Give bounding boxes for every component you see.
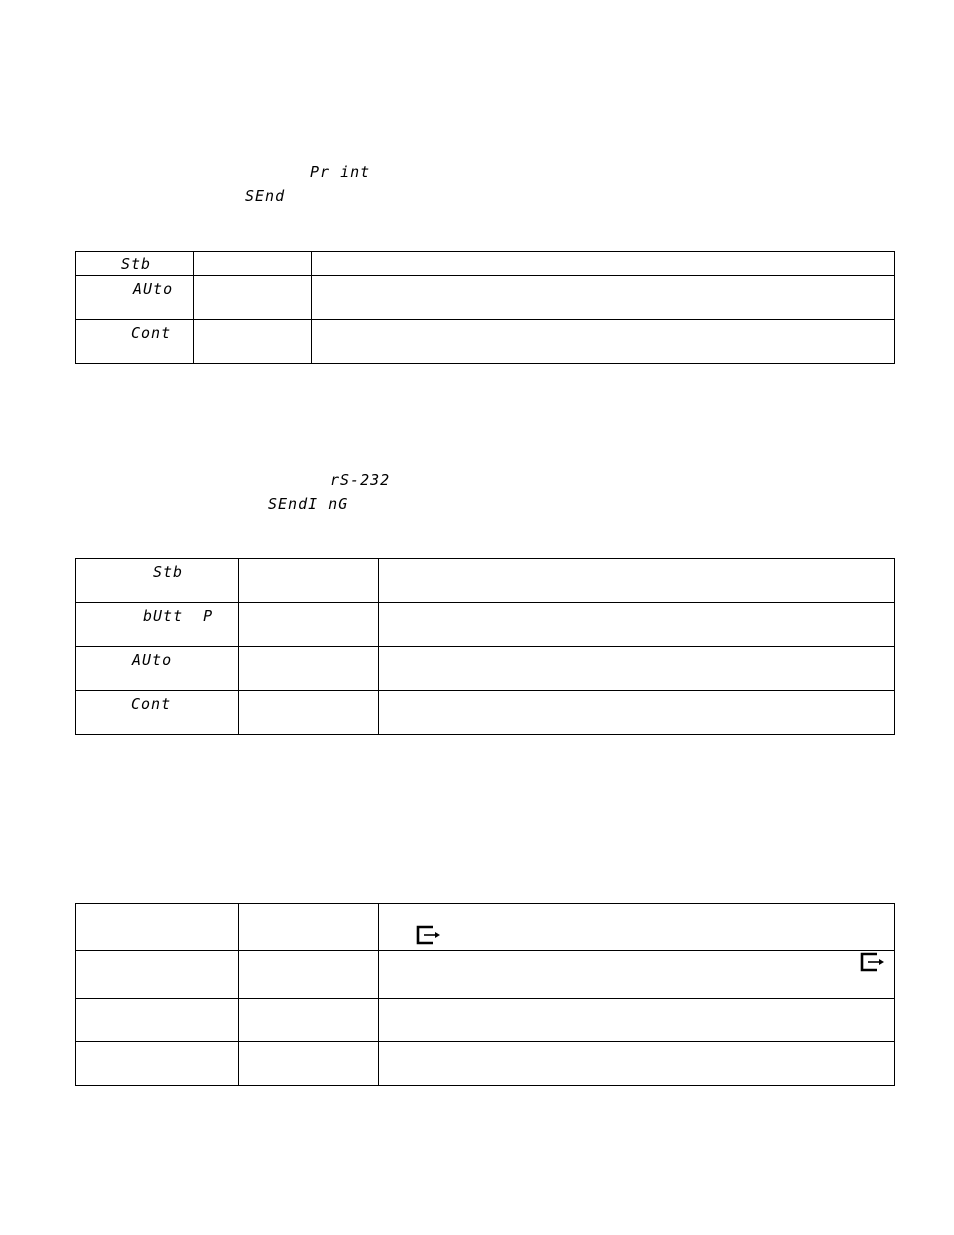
table-cell [76,603,239,647]
table-cell [194,276,312,320]
table-row [76,951,895,999]
table-cell [239,904,379,951]
rs232-sending-options-table [75,558,895,735]
table-cell [239,951,379,999]
table-cell [76,904,239,951]
option-auto: AUto [132,651,173,669]
table-cell [239,603,379,647]
option-stb: Stb [121,255,152,273]
table-cell [379,1042,895,1086]
table-row [76,276,895,320]
option-cont: Cont [131,324,172,342]
print-send-options-table [75,251,895,364]
table-cell [76,559,239,603]
table-cell [312,320,895,364]
option-stb: Stb [153,563,184,581]
table-cell [379,647,895,691]
table-cell [194,320,312,364]
table-cell [76,647,239,691]
table-cell [312,276,895,320]
table-cell [379,999,895,1042]
table-cell [76,276,194,320]
table-row [76,1042,895,1086]
print-menu-display: Pr int [310,163,371,181]
send-submenu-display: SEnd [245,187,286,205]
table-cell [379,951,895,999]
table-row [76,904,895,951]
table-row [76,999,895,1042]
table-cell [239,559,379,603]
table-cell [76,691,239,735]
table-header-row [76,252,895,276]
print-key-function-table [75,903,895,1086]
table-cell [76,999,239,1042]
table-row [76,320,895,364]
table-cell [379,691,895,735]
table-cell [76,252,194,276]
option-button-press: bUtt P [143,607,214,625]
table-row [76,559,895,603]
option-auto: AUto [133,280,174,298]
table-cell [379,559,895,603]
table-cell [379,904,895,951]
print-key-icon [859,952,885,972]
table-row [76,647,895,691]
table-cell [239,691,379,735]
table-cell [194,252,312,276]
sending-submenu-display: SEndI nG [268,495,349,513]
table-row [76,603,895,647]
table-cell [239,647,379,691]
option-cont: Cont [131,695,172,713]
table-cell [239,999,379,1042]
rs232-menu-display: rS-232 [330,471,391,489]
table-cell [312,252,895,276]
table-cell [239,1042,379,1086]
table-cell [76,320,194,364]
table-row [76,691,895,735]
table-cell [76,1042,239,1086]
table-cell [76,951,239,999]
table-cell [379,603,895,647]
print-key-icon [415,925,441,945]
